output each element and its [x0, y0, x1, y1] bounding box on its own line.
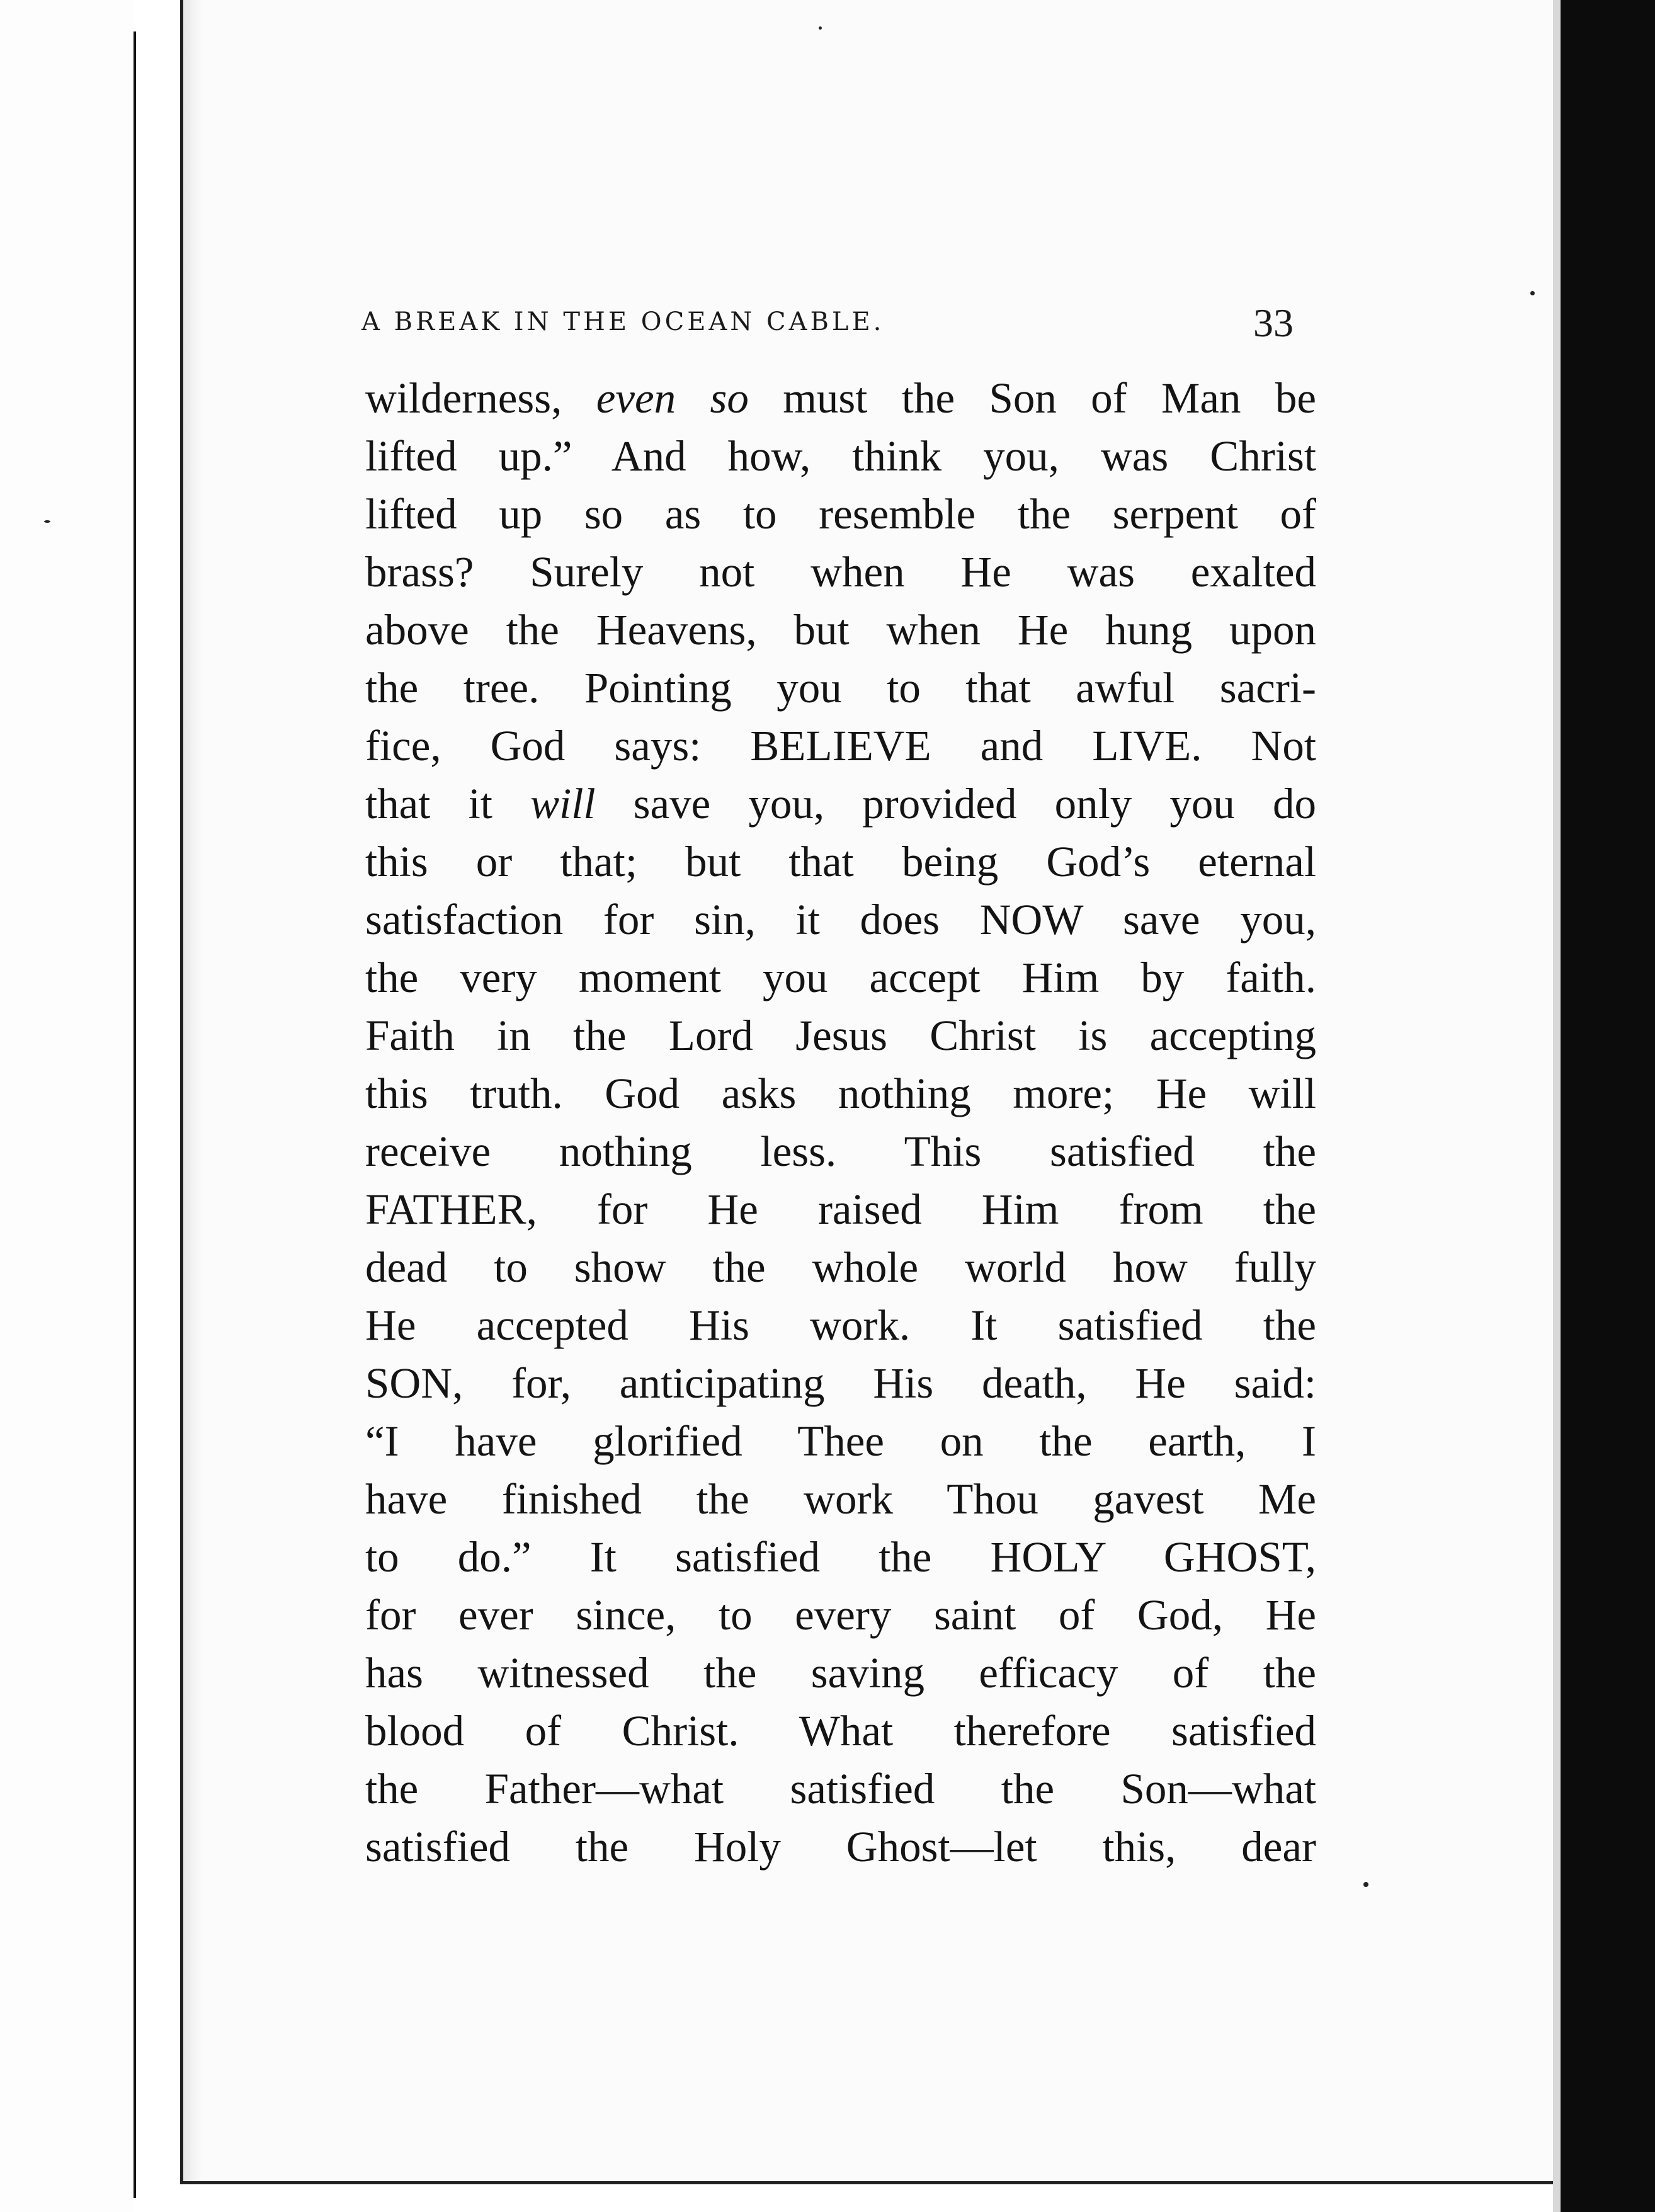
text-segment: Faith in the Lord Jesus Christ is accepting: [365, 1012, 1316, 1059]
text-line: [365, 659, 1316, 717]
text-segment: “I have glorified Thee on the earth, I: [365, 1417, 1316, 1465]
text-segment: receive nothing less. This satisfied the: [365, 1127, 1316, 1175]
facing-page-margin: [0, 0, 134, 2212]
text-line: [365, 891, 1316, 949]
text-segment: He accepted His work. It satisfied the: [365, 1301, 1316, 1349]
text-segment: for ever since, to every saint of God, He: [365, 1591, 1316, 1639]
text-segment: that it: [365, 780, 531, 828]
text-segment: above the Heavens, but when He hung upon: [365, 606, 1316, 654]
text-line: [365, 1296, 1316, 1354]
text-segment: have finished the work Thou gavest Me: [365, 1475, 1316, 1523]
text-line: [365, 775, 1316, 833]
text-line: [365, 833, 1316, 891]
text-segment: the tree. Pointing you to that awful sacri-: [365, 664, 1316, 712]
text-line: [365, 1586, 1316, 1644]
text-segment: must the Son of Man be: [748, 374, 1316, 422]
text-line: [365, 1006, 1316, 1064]
text-segment: save you, provided only you do: [595, 780, 1316, 828]
text-line: [365, 1180, 1316, 1238]
text-line: [365, 1122, 1316, 1180]
text-line: [365, 1528, 1316, 1586]
text-segment: dead to show the whole world how fully: [365, 1243, 1316, 1291]
text-line: [365, 1760, 1316, 1818]
text-line: [365, 1702, 1316, 1760]
text-segment: satisfaction for sin, it does NOW save you,: [365, 896, 1316, 944]
text-line: [365, 543, 1316, 601]
text-line: [365, 1238, 1316, 1296]
text-line: [365, 369, 1316, 427]
text-line: [365, 1818, 1316, 1876]
text-segment: SON, for, anticipating His death, He said:: [365, 1359, 1316, 1407]
binding-edge: [134, 31, 136, 2198]
page-number: 33: [1253, 300, 1294, 345]
text-line: [365, 427, 1316, 485]
text-segment: this or that; but that being God’s eternal: [365, 838, 1316, 886]
italic-text: will: [530, 780, 596, 828]
text-line: [365, 485, 1316, 543]
ink-speck: [819, 26, 822, 30]
text-segment: lifted up so as to resemble the serpent of: [365, 490, 1316, 538]
text-segment: wilderness,: [365, 374, 596, 422]
ink-speck: [1363, 1882, 1368, 1887]
body-text: [365, 369, 1316, 1912]
text-segment: blood of Christ. What therefore satisfied: [365, 1707, 1316, 1755]
text-segment: lifted up.” And how, think you, was Christ: [365, 432, 1316, 480]
running-head: A BREAK IN THE OCEAN CABLE.: [361, 307, 885, 336]
text-segment: brass? Surely not when He was exalted: [365, 548, 1316, 596]
text-line: [365, 717, 1316, 775]
text-line: [365, 1064, 1316, 1122]
text-line: [365, 1644, 1316, 1702]
text-line: [365, 1412, 1316, 1470]
text-segment: this truth. God asks nothing more; He will: [365, 1069, 1316, 1117]
text-segment: fice, God says: BELIEVE and LIVE. Not: [365, 722, 1316, 770]
ink-speck: [1530, 291, 1535, 295]
scan-border: [1561, 0, 1655, 2212]
text-segment: the Father—what satisfied the Son—what: [365, 1765, 1316, 1813]
text-segment: FATHER, for He raised Him from the: [365, 1185, 1316, 1233]
text-segment: the very moment you accept Him by faith.: [365, 954, 1316, 1001]
text-segment: to do.” It satisfied the HOLY GHOST,: [365, 1533, 1316, 1581]
text-line: [365, 949, 1316, 1006]
text-line: [365, 1354, 1316, 1412]
text-segment: satisfied the Holy Ghost—let this, dear: [365, 1823, 1316, 1871]
text-line: [365, 601, 1316, 659]
text-segment: has witnessed the saving efficacy of the: [365, 1649, 1316, 1697]
ink-speck: [44, 520, 50, 523]
text-line: [365, 1470, 1316, 1528]
italic-text: even so: [596, 374, 749, 422]
page-edge: [1553, 0, 1561, 2212]
page-fold-shadow: [183, 0, 202, 2181]
